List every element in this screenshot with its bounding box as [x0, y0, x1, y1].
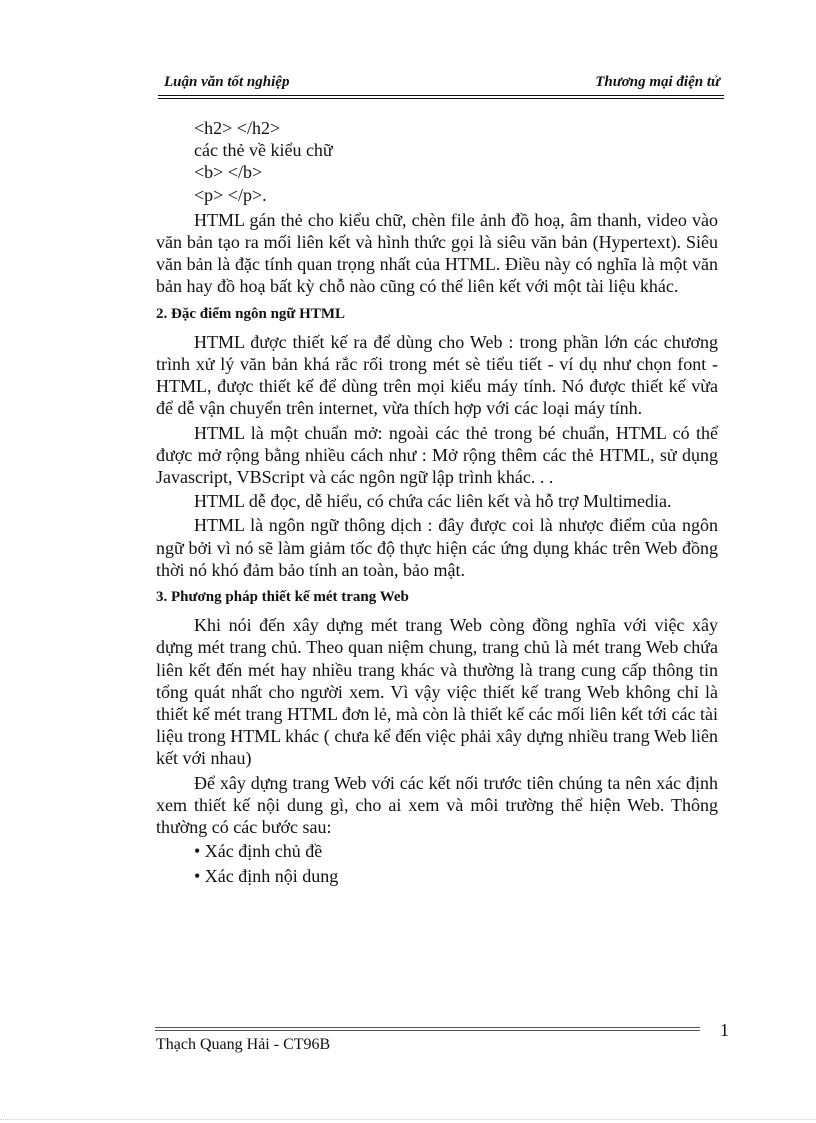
bullet-item-content: • Xác định nội dung: [194, 865, 339, 886]
html-tag-p: <p> </p>.: [194, 184, 267, 205]
paragraph-steps: Để xây dựng trang Web với các kết nối trước tiên chúng ta nên xác định xem thiết kế nội dung gì, cho ai xem và môi trường thể hiện Web. Thông thường có các bước sau:: [156, 772, 718, 838]
footer-author: Thạch Quang Hải - CT96B: [156, 1036, 331, 1053]
paragraph-html-design: HTML được thiết kế ra để dùng cho Web : trong phần lớn các chương trình xử lý văn bản khá rắc rối trong mét sè tiểu tiết - ví dụ như chọn font - HTML, được thiết kế để dùng trên mọi kiểu máy tính. Nó được thiết kế vừa để dễ vận chuyển trên internet, vừa thích hợp với các loại máy tính.: [156, 331, 718, 419]
bullet-item-topic: • Xác định chủ đề: [194, 841, 323, 862]
footer-rule-double: [155, 1030, 700, 1031]
footer-rule: [155, 1027, 700, 1028]
header-left-title: Luận văn tốt nghiệp: [164, 74, 290, 90]
html-tag-b: <b> </b>: [194, 162, 263, 183]
section-heading-2: 2. Đặc điểm ngôn ngữ HTML: [156, 305, 346, 322]
paragraph-open-standard: HTML là một chuẩn mở: ngoài các thẻ trong bé chuẩn, HTML có thể được mở rộng bằng nhiều cách như : Mở rộng thêm các thẻ HTML, sử dụng Javascript, VBScript và các ngôn ngữ lập trình khác. . .: [156, 422, 718, 488]
font-style-tags-label: các thẻ về kiểu chữ: [194, 140, 333, 161]
page-header: [158, 70, 724, 94]
paragraph-interpreted: HTML là ngôn ngữ thông dịch : đây được coi là nhược điểm của ngôn ngữ bởi vì nó sẽ làm giảm tốc độ thực hiện các ứng dụng khác trên Web đồng thời nó khó đảm bảo tính an toàn, bảo mật.: [156, 515, 718, 580]
page-number: 1: [720, 1020, 729, 1040]
section-heading-3: 3. Phương pháp thiết kế mét trang Web: [156, 589, 409, 606]
html-tag-h2: <h2> </h2>: [194, 118, 281, 138]
header-rule: [158, 95, 724, 96]
paragraph-easy-read: HTML dễ đọc, dễ hiểu, có chứa các liên kết và hỗ trợ Multimedia.: [194, 491, 672, 512]
header-right-title: Thương mại điện tử: [595, 74, 720, 90]
page-bottom-dotted-border: [0, 1119, 816, 1120]
paragraph-homepage: Khi nói đến xây dựng mét trang Web còng đồng nghĩa với việc xây dựng mét trang chủ. Theo quan niệm chung, trang chủ là mét trang Web chứa liên kết đến mét hay nhiều trang khác và thường là trang cung cấp thông tin tổng quát nhất cho người xem. Vì vậy việc thiết kế trang Web không chỉ là thiết kế mét trang HTML đơn lẻ, mà còn là thiết kế các mối liên kết tới các tài liệu trong HTML khác ( chưa kể đến việc phải xây dựng nhiều trang Web liên kết với nhau): [156, 615, 718, 769]
document-body: [156, 117, 718, 887]
header-rule-double: [158, 98, 724, 99]
paragraph-hypertext: HTML gán thẻ cho kiểu chữ, chèn file ảnh đồ hoạ, âm thanh, video vào văn bản tạo ra mối liên kết và hình thức gọi là siêu văn bản (Hypertext). Siêu văn bản là đặc tính quan trọng nhất của HTML. Điều này có nghĩa là một văn bản hay đồ hoạ bất kỳ chỗ nào cũng có thể liên kết với một tài liệu khác.: [156, 209, 718, 297]
